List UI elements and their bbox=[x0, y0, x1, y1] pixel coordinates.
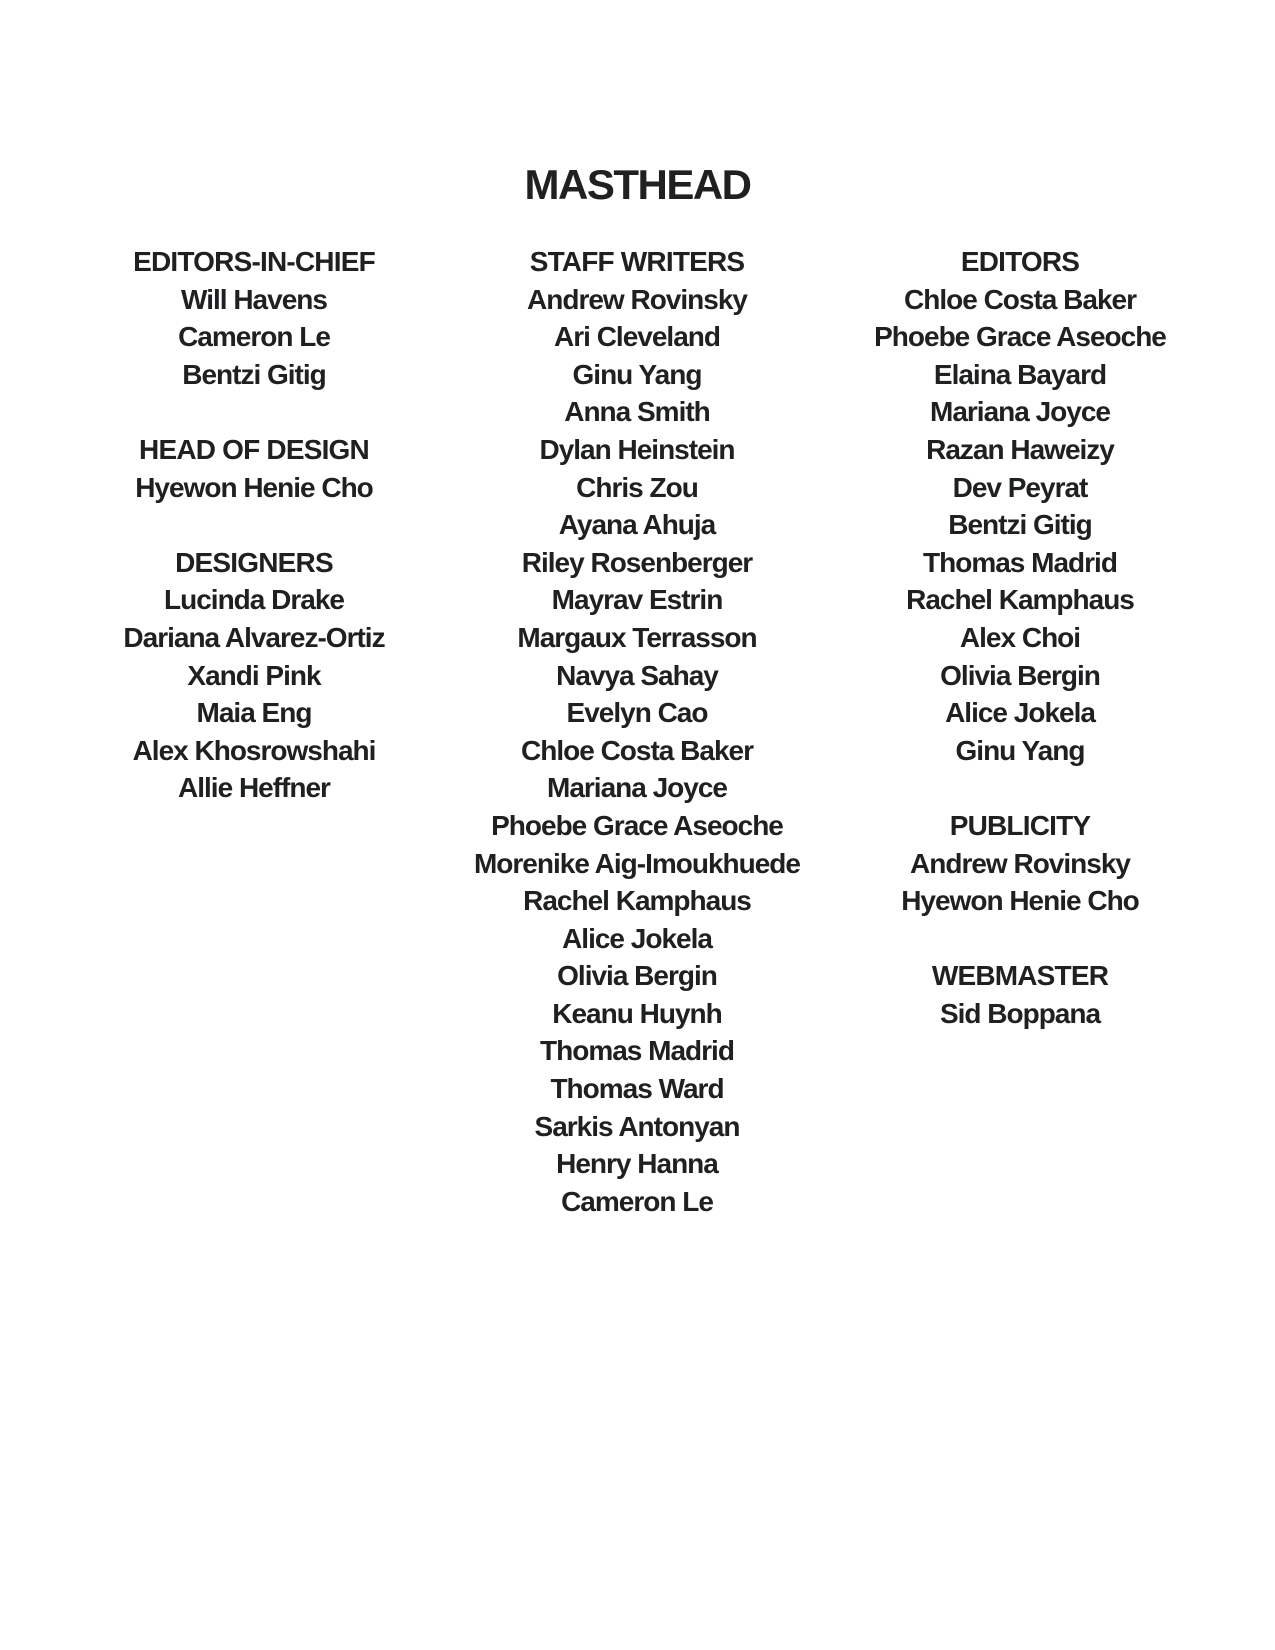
staff-name: Olivia Bergin bbox=[940, 659, 1100, 691]
staff-name: Thomas Madrid bbox=[923, 546, 1117, 578]
staff-name: Mariana Joyce bbox=[930, 396, 1110, 428]
staff-name: Alex Khosrowshahi bbox=[132, 734, 376, 766]
page-title: MASTHEAD bbox=[524, 161, 751, 208]
staff-name: Thomas Ward bbox=[550, 1073, 724, 1105]
staff-name: Xandi Pink bbox=[187, 659, 321, 691]
name-list bbox=[810, 281, 1230, 770]
staff-name: Chloe Costa Baker bbox=[904, 283, 1136, 315]
staff-name: Ginu Yang bbox=[955, 734, 1085, 766]
staff-name: Phoebe Grace Aseoche bbox=[491, 809, 783, 841]
name-list bbox=[44, 581, 464, 807]
staff-name: Dylan Heinstein bbox=[539, 433, 735, 465]
section-role-heading: EDITORS bbox=[960, 246, 1080, 277]
staff-name: Hyewon Henie Cho bbox=[901, 885, 1139, 917]
staff-name: Anna Smith bbox=[564, 396, 710, 428]
staff-name: Evelyn Cao bbox=[566, 697, 708, 729]
staff-name: Cameron Le bbox=[178, 321, 330, 353]
masthead-section bbox=[810, 807, 1230, 920]
masthead-section bbox=[44, 544, 464, 807]
staff-name: Ari Cleveland bbox=[554, 321, 720, 353]
staff-name: Sid Boppana bbox=[939, 997, 1101, 1029]
section-role-heading: DESIGNERS bbox=[175, 546, 333, 578]
staff-name: Alex Choi bbox=[959, 621, 1081, 653]
staff-name: Bentzi Gitig bbox=[182, 358, 326, 390]
staff-name: Chris Zou bbox=[576, 471, 698, 503]
masthead-column-1 bbox=[44, 243, 464, 807]
staff-name: Will Havens bbox=[181, 283, 327, 315]
staff-name: Andrew Rovinsky bbox=[910, 847, 1130, 879]
name-list bbox=[44, 469, 464, 507]
staff-name: Maia Eng bbox=[196, 697, 312, 729]
masthead-section bbox=[44, 431, 464, 506]
masthead-section bbox=[810, 957, 1230, 1032]
staff-name: Keanu Huynh bbox=[552, 997, 722, 1029]
staff-name: Henry Hanna bbox=[556, 1148, 718, 1180]
staff-name: Rachel Kamphaus bbox=[906, 584, 1134, 616]
staff-name: Sarkis Antonyan bbox=[534, 1110, 740, 1142]
staff-name: Dariana Alvarez-Ortiz bbox=[123, 621, 385, 653]
staff-name: Mayrav Estrin bbox=[551, 584, 723, 616]
staff-name: Elaina Bayard bbox=[933, 358, 1107, 390]
staff-name: Bentzi Gitig bbox=[948, 509, 1092, 541]
staff-name: Allie Heffner bbox=[178, 772, 330, 804]
masthead-section bbox=[427, 243, 847, 1220]
name-list bbox=[810, 995, 1230, 1033]
staff-name: Andrew Rovinsky bbox=[527, 283, 747, 315]
staff-name: Alice Jokela bbox=[945, 697, 1095, 729]
staff-name: Ginu Yang bbox=[572, 358, 702, 390]
staff-name: Razan Haweizy bbox=[926, 433, 1114, 465]
staff-name: Dev Peyrat bbox=[952, 471, 1088, 503]
staff-name: Cameron Le bbox=[561, 1185, 713, 1217]
staff-name: Navya Sahay bbox=[556, 659, 718, 691]
section-role-heading: EDITORS-IN-CHIEF bbox=[133, 246, 375, 277]
staff-name: Lucinda Drake bbox=[164, 584, 344, 616]
name-list bbox=[44, 281, 464, 394]
staff-name: Olivia Bergin bbox=[557, 960, 717, 992]
staff-name: Rachel Kamphaus bbox=[523, 885, 751, 917]
staff-name: Mariana Joyce bbox=[547, 772, 727, 804]
staff-name: Thomas Madrid bbox=[540, 1035, 734, 1067]
staff-name: Alice Jokela bbox=[562, 922, 712, 954]
section-role-heading: STAFF WRITERS bbox=[529, 246, 745, 277]
staff-name: Margaux Terrasson bbox=[517, 621, 757, 653]
masthead-column-2 bbox=[427, 243, 847, 1220]
staff-name: Riley Rosenberger bbox=[521, 546, 753, 578]
section-role-heading: HEAD OF DESIGN bbox=[139, 433, 369, 465]
masthead-column-3 bbox=[810, 243, 1230, 1032]
name-list bbox=[810, 845, 1230, 920]
name-list bbox=[427, 281, 847, 1221]
masthead-section bbox=[44, 243, 464, 393]
staff-name: Phoebe Grace Aseoche bbox=[874, 321, 1166, 353]
section-role-heading: WEBMASTER bbox=[931, 960, 1109, 992]
staff-name: Hyewon Henie Cho bbox=[135, 471, 373, 503]
staff-name: Ayana Ahuja bbox=[558, 509, 716, 541]
masthead-section bbox=[810, 243, 1230, 769]
section-role-heading: PUBLICITY bbox=[949, 809, 1091, 841]
staff-name: Morenike Aig-Imoukhuede bbox=[473, 847, 800, 879]
staff-name: Chloe Costa Baker bbox=[521, 734, 753, 766]
